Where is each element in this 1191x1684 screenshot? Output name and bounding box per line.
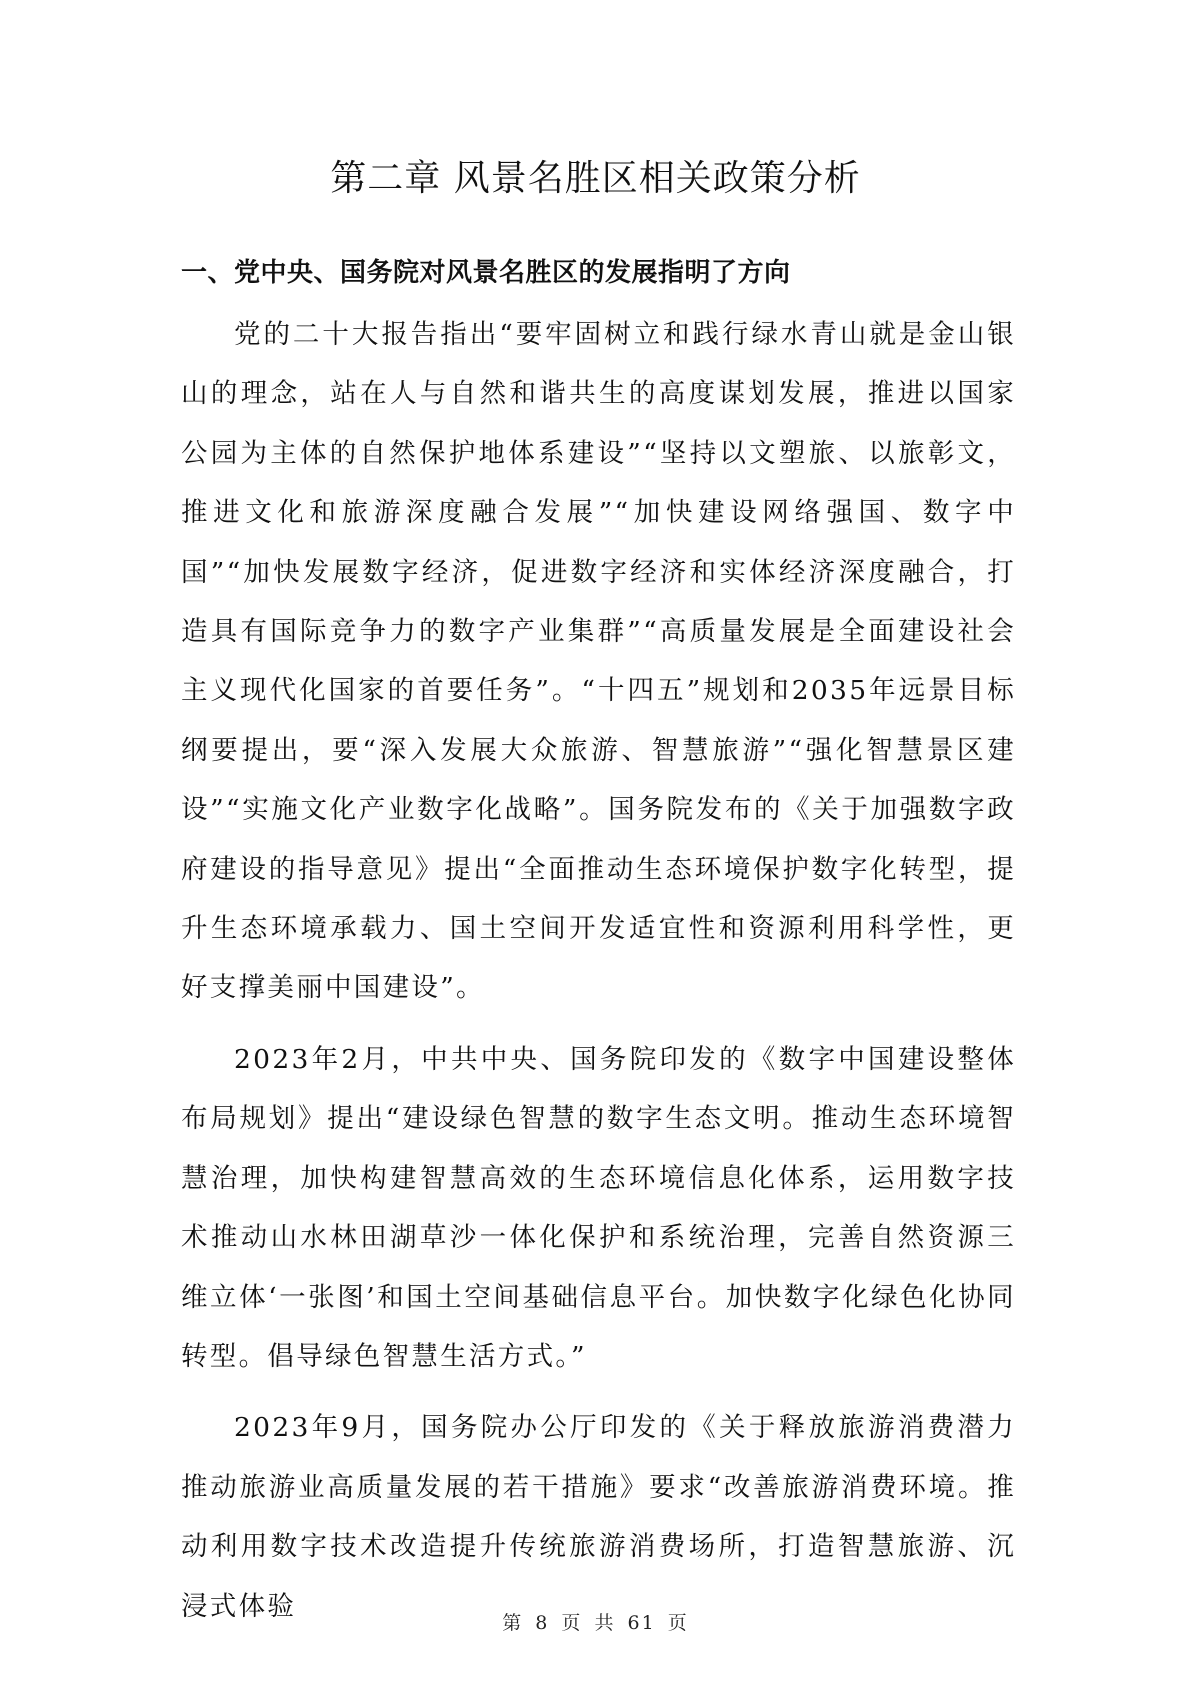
page-number-footer: 第 8 页 共 61 页	[502, 1612, 689, 1634]
paragraph: 2023年9月，国务院办公厅印发的《关于释放旅游消费潜力推动旅游业高质量发展的若干措施》要求“改善旅游消费环境。推动利用数字技术改造提升传统旅游消费场所，打造智慧旅游、沉浸式体验	[181, 1412, 1016, 1622]
paragraph: 党的二十大报告指出“要牢固树立和践行绿水青山就是金山银山的理念，站在人与自然和谐共生的高度谋划发展，推进以国家公园为主体的自然保护地体系建设”“坚持以文塑旅、以旅彰文，推进文化和旅游深度融合发展”“加快建设网络强国、数字中国”“加快发展数字经济，促进数字经济和实体经济深度融合，打造具有国际竞争力的数字产业集群”“高质量发展是全面建设社会主义现代化国家的首要任务”。“十四五”规划和2035年远景目标纲要提出，要“深入发展大众旅游、智慧旅游”“强化智慧景区建设”“实施文化产业数字化战略”。国务院发布的《关于加强数字政府建设的指导意见》提出“全面推动生态环境保护数字化转型，提升生态环境承载力、国土空间开发适宜性和资源利用科学性，更好支撑美丽中国建设”。	[181, 319, 1016, 1004]
paragraph: 2023年2月，中共中央、国务院印发的《数字中国建设整体布局规划》提出“建设绿色智慧的数字生态文明。推动生态环境智慧治理，加快构建智慧高效的生态环境信息化体系，运用数字技术推动山水林田湖草沙一体化保护和系统治理，完善自然资源三维立体‘一张图’和国土空间基础信息平台。加快数字化绿色化协同转型。倡导绿色智慧生活方式。”	[181, 1043, 1016, 1372]
section-heading: 一、党中央、国务院对风景名胜区的发展指明了方向	[181, 258, 791, 288]
body-text	[181, 305, 1016, 1648]
chapter-title: 第二章 风景名胜区相关政策分析	[330, 158, 861, 199]
